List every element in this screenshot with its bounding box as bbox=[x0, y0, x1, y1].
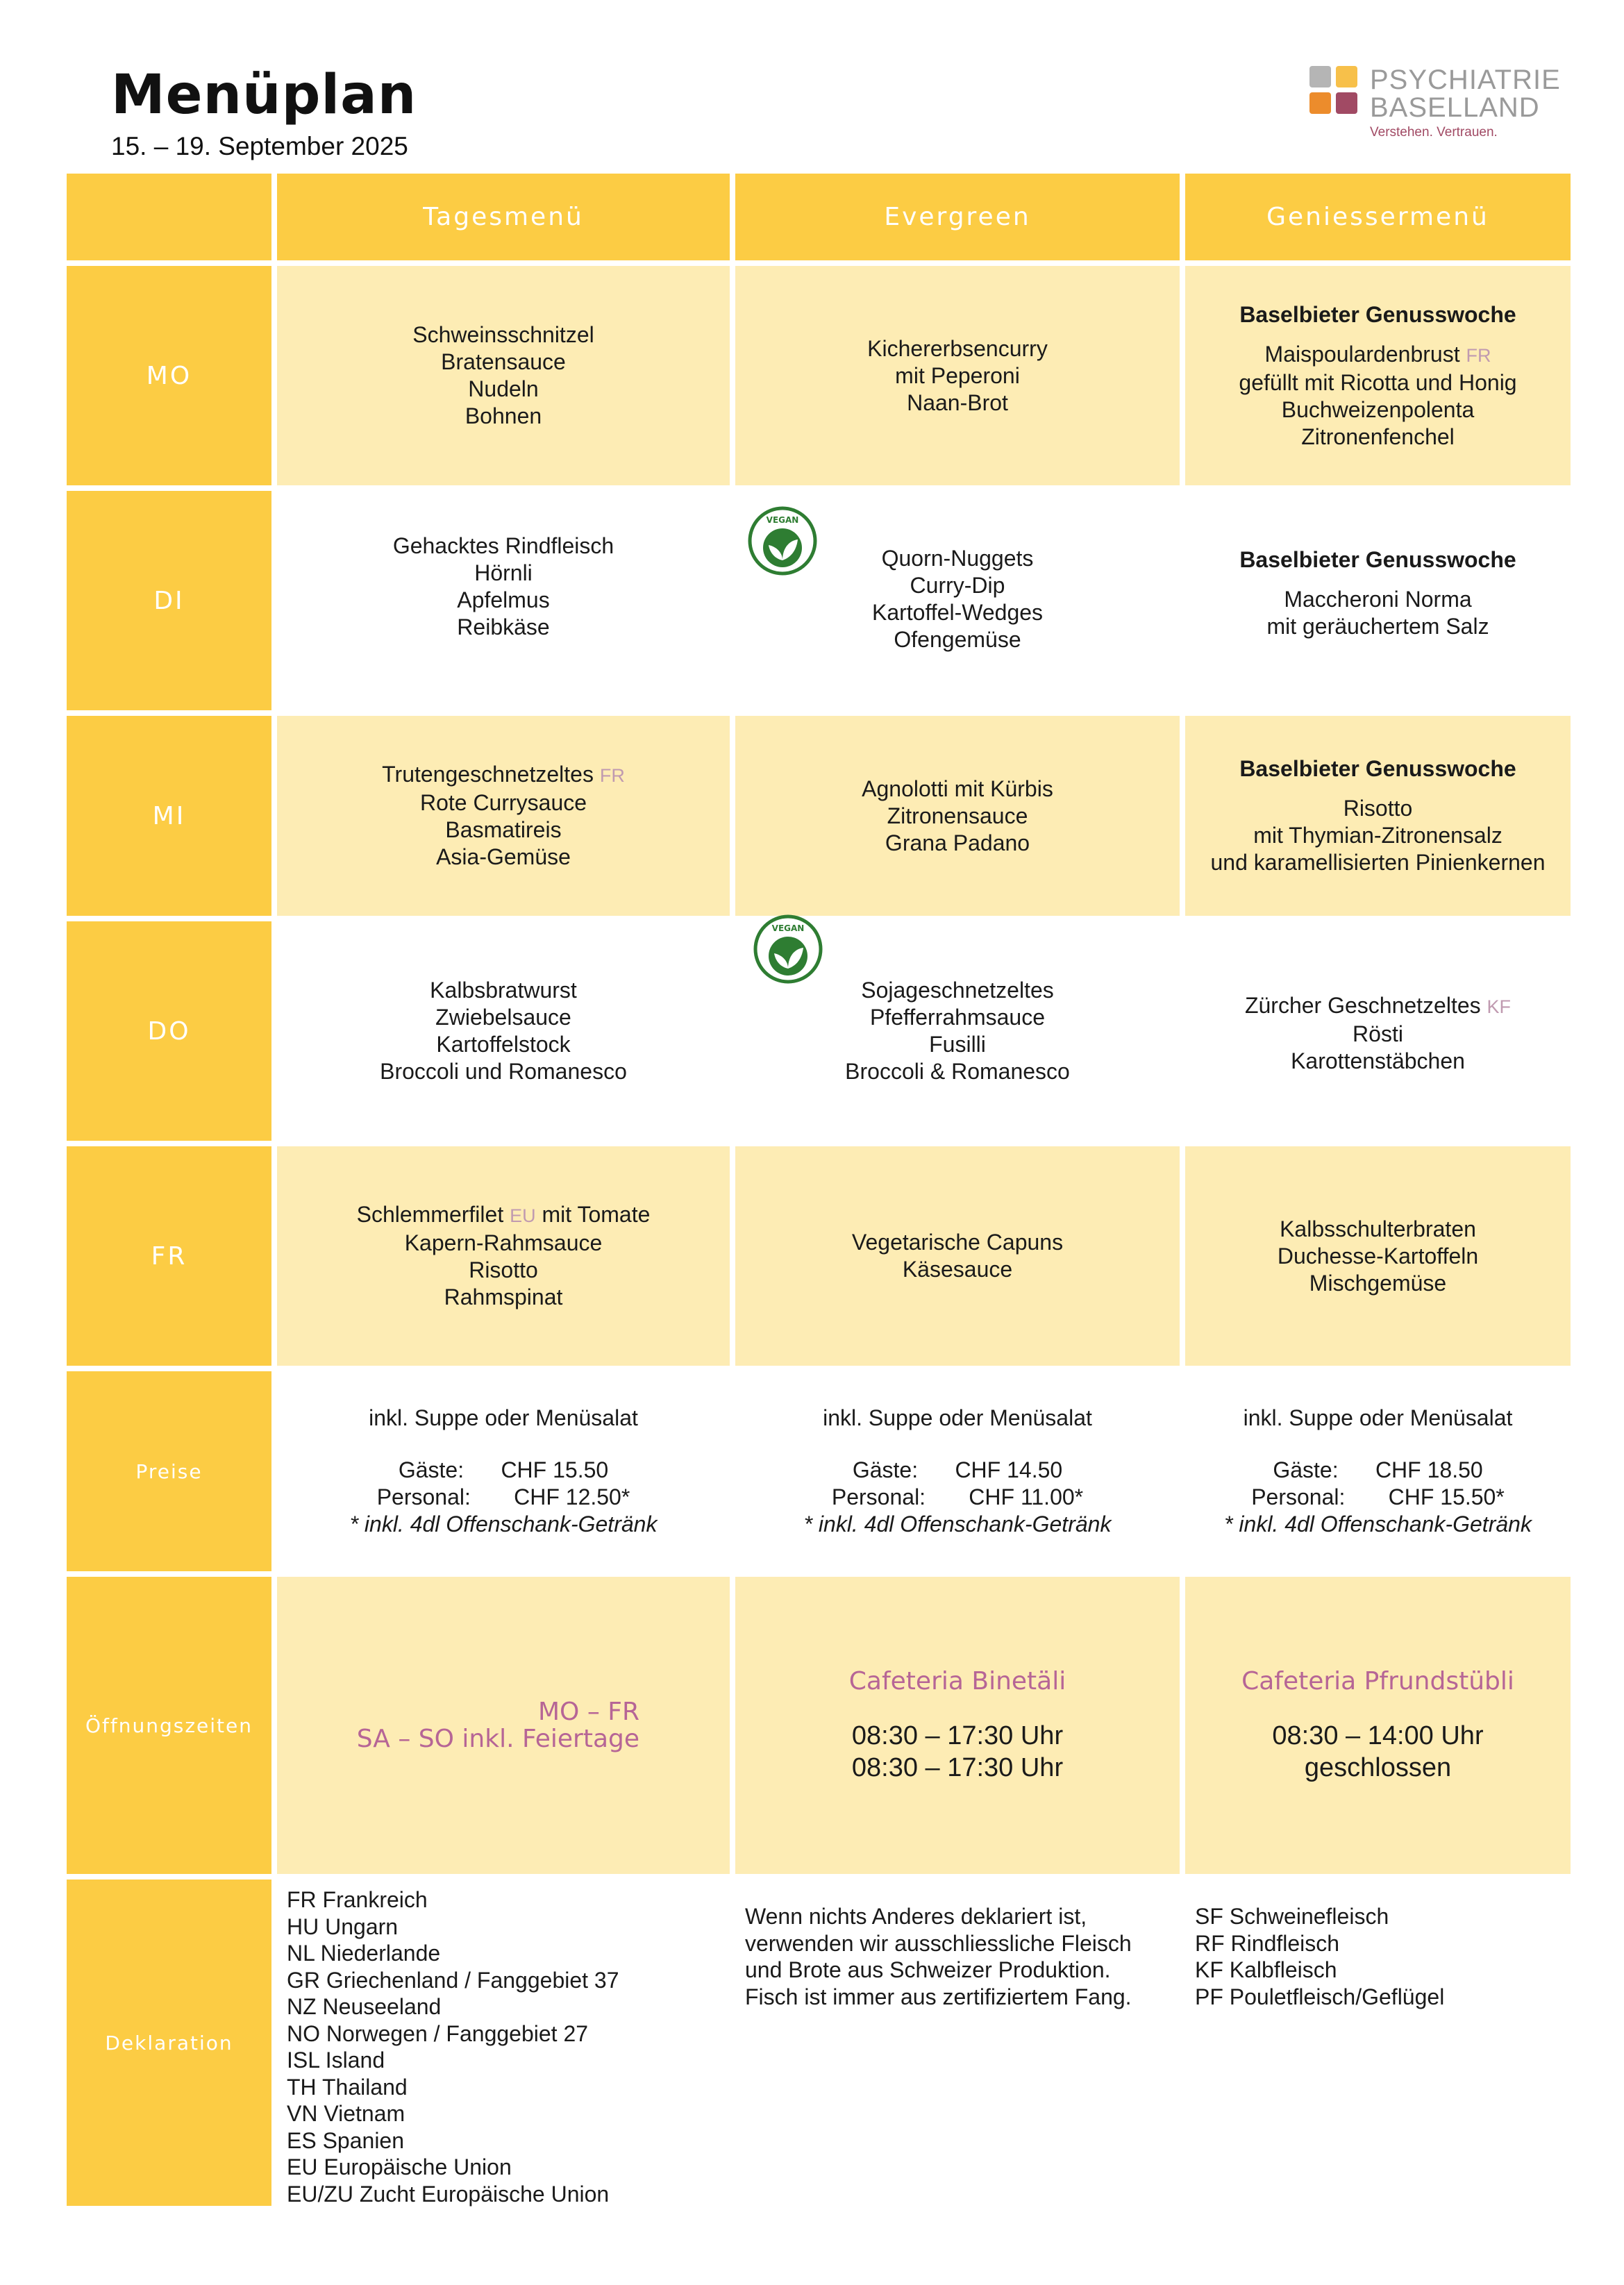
menu-line: Kichererbsencurry bbox=[867, 335, 1048, 361]
menu-line: Nudeln bbox=[468, 376, 539, 401]
menu-line: Kartoffel-Wedges bbox=[871, 600, 1044, 625]
menu-line: Bratensauce bbox=[441, 349, 566, 374]
menu-line: Basmatireis bbox=[445, 817, 562, 842]
origin-item: NO Norwegen / Fanggebiet 27 bbox=[287, 2020, 589, 2046]
menu-line: Asia-Gemüse bbox=[436, 844, 571, 869]
menu-line: Maccheroni Norma bbox=[1284, 587, 1472, 612]
menu-line: und karamellisierten Pinienkernen bbox=[1210, 850, 1546, 875]
svg-text:VEGAN: VEGAN bbox=[766, 515, 799, 525]
cafeteria-name: Cafeteria Pfrundstübli bbox=[1241, 1666, 1514, 1696]
price-guests: Gäste: CHF 14.50 bbox=[852, 1457, 1063, 1482]
origin-item: EU/ZU Zucht Europäische Union bbox=[287, 2181, 610, 2207]
menu-line: Risotto bbox=[1343, 796, 1413, 821]
price-tagesmenu bbox=[277, 1371, 730, 1571]
menu-line: Broccoli & Romanesco bbox=[845, 1059, 1070, 1084]
logo-line1: PSYCHIATRIE bbox=[1370, 65, 1561, 95]
menu-line: Grana Padano bbox=[885, 830, 1030, 855]
day-label-mo: MO bbox=[67, 266, 271, 485]
menu-line: Apfelmus bbox=[457, 587, 550, 612]
origin-item: ISL Island bbox=[287, 2048, 385, 2073]
menu-line: Pfefferrahmsauce bbox=[870, 1005, 1045, 1030]
menu-line: Reibkäse bbox=[457, 614, 550, 639]
menu-line: Curry-Dip bbox=[910, 573, 1005, 598]
origin-item: VN Vietnam bbox=[287, 2101, 405, 2126]
price-guests: Gäste: CHF 18.50 bbox=[1273, 1457, 1483, 1482]
origin-item: NZ Neuseeland bbox=[287, 1994, 442, 2019]
menu-line: Karottenstäbchen bbox=[1291, 1048, 1465, 1073]
page-title: Menüplan bbox=[111, 64, 417, 126]
opening-hours-weekend: 08:30 – 17:30 Uhr bbox=[851, 1752, 1064, 1782]
origin-item: ES Spanien bbox=[287, 2127, 405, 2153]
meat-item: PF Pouletfleisch/Geflügel bbox=[1195, 1984, 1445, 2009]
mo-tagesmenu bbox=[277, 266, 730, 485]
menu-line: Mischgemüse bbox=[1309, 1270, 1447, 1296]
origin-code: EU bbox=[510, 1205, 536, 1226]
menu-line: Quorn-Nuggets bbox=[881, 546, 1034, 571]
day-label-mi: MI bbox=[67, 716, 271, 916]
opening-weekday-label: MO – FR bbox=[537, 1698, 639, 1726]
svg-text:VEGAN: VEGAN bbox=[771, 923, 805, 933]
opening-hours-weekend: geschlossen bbox=[1304, 1752, 1452, 1782]
mo-geniessermenu bbox=[1185, 266, 1571, 485]
date-range: 15. – 19. September 2025 bbox=[111, 132, 408, 160]
price-incl: inkl. Suppe oder Menüsalat bbox=[369, 1405, 638, 1430]
menu-line: Vegetarische Capuns bbox=[851, 1230, 1064, 1255]
declaration-meats bbox=[1185, 1880, 1571, 2206]
menu-line: Fusilli bbox=[929, 1032, 986, 1057]
di-geniessermenu bbox=[1185, 491, 1571, 710]
menu-line: Risotto bbox=[469, 1257, 538, 1282]
menu-line: Duchesse-Kartoffeln bbox=[1277, 1243, 1479, 1269]
note-line: und Brote aus Schweizer Produktion. bbox=[745, 1957, 1111, 1982]
origin-item: HU Ungarn bbox=[287, 1914, 399, 1939]
price-note: * inkl. 4dl Offenschank-Getränk bbox=[803, 1512, 1112, 1537]
fr-tagesmenu bbox=[277, 1146, 730, 1366]
menu-line: Agnolotti mit Kürbis bbox=[862, 776, 1053, 801]
menu-line: Zitronensauce bbox=[887, 803, 1028, 828]
price-evergreen bbox=[735, 1371, 1180, 1571]
origin-item: NL Niederlande bbox=[287, 1941, 441, 1966]
origin-item: EU Europäische Union bbox=[287, 2154, 512, 2179]
origin-item: TH Thailand bbox=[287, 2074, 408, 2100]
menu-line: Bohnen bbox=[464, 403, 542, 428]
note-line: Wenn nichts Anderes deklariert ist, bbox=[745, 1904, 1087, 1929]
menu-line: Rote Currysauce bbox=[419, 790, 587, 815]
menu-line: Kapern-Rahmsauce bbox=[404, 1230, 603, 1255]
menu-line: mit Peperoni bbox=[895, 362, 1020, 388]
menu-line: Ofengemüse bbox=[894, 627, 1021, 652]
logo-square-berry bbox=[1336, 92, 1357, 114]
row-label-deklaration: Deklaration bbox=[67, 1880, 271, 2206]
logo-square-grey-1 bbox=[1309, 66, 1331, 87]
logo-tagline: Verstehen. Vertrauen. bbox=[1370, 125, 1498, 140]
row-label-oeffnungszeiten: Öffnungszeiten bbox=[67, 1577, 271, 1874]
price-note: * inkl. 4dl Offenschank-Getränk bbox=[1224, 1512, 1532, 1537]
price-staff: Personal: CHF 11.00* bbox=[831, 1484, 1084, 1509]
cafeteria-name: Cafeteria Binetäli bbox=[848, 1666, 1066, 1696]
day-label-fr: FR bbox=[67, 1146, 271, 1366]
day-label-do: DO bbox=[67, 921, 271, 1141]
menu-line: Buchweizenpolenta bbox=[1281, 396, 1475, 422]
price-incl: inkl. Suppe oder Menüsalat bbox=[1243, 1405, 1513, 1430]
price-geniessermenu bbox=[1185, 1371, 1571, 1571]
di-tagesmenu bbox=[277, 491, 730, 710]
menu-line: Broccoli und Romanesco bbox=[380, 1059, 627, 1084]
price-staff: Personal: CHF 15.50* bbox=[1251, 1484, 1505, 1509]
logo-square-orange bbox=[1309, 92, 1331, 114]
meat-item: SF Schweinefleisch bbox=[1195, 1904, 1389, 1929]
note-line: Fisch ist immer aus zertifiziertem Fang. bbox=[745, 1984, 1132, 2009]
menu-line: Zitronenfenchel bbox=[1301, 424, 1455, 449]
column-header-evergreen: Evergreen bbox=[735, 174, 1180, 260]
menu-line: Naan-Brot bbox=[907, 390, 1008, 415]
menu-line: gefüllt mit Ricotta und Honig bbox=[1239, 369, 1517, 395]
declaration-note bbox=[735, 1880, 1180, 2206]
menu-heading: Baselbieter Genusswoche bbox=[1239, 301, 1516, 327]
di-evergreen bbox=[735, 491, 1180, 710]
opening-binetaeli bbox=[735, 1577, 1180, 1874]
menu-line: Kalbsschulterbraten bbox=[1280, 1216, 1476, 1241]
menu-line: mit geräuchertem Salz bbox=[1266, 614, 1489, 639]
menu-line: Zwiebelsauce bbox=[435, 1005, 571, 1030]
mo-evergreen bbox=[735, 266, 1180, 485]
fr-evergreen bbox=[735, 1146, 1180, 1366]
note-line: verwenden wir ausschliessliche Fleisch bbox=[745, 1930, 1132, 1956]
meat-item: KF Kalbfleisch bbox=[1195, 1957, 1337, 1982]
menu-line: Schweinsschnitzel bbox=[412, 322, 594, 347]
price-staff: Personal: CHF 12.50* bbox=[376, 1484, 630, 1509]
opening-pfrundstuebli bbox=[1185, 1577, 1571, 1874]
logo bbox=[1309, 66, 1559, 142]
menu-line: Gehacktes Rindfleisch bbox=[392, 533, 614, 558]
menu-heading: Baselbieter Genusswoche bbox=[1239, 547, 1516, 572]
mi-evergreen bbox=[735, 716, 1180, 916]
origin-code: FR bbox=[1466, 344, 1491, 366]
mi-tagesmenu bbox=[277, 716, 730, 916]
menu-line: Käsesauce bbox=[902, 1257, 1013, 1282]
logo-square-yellow bbox=[1336, 66, 1357, 87]
origin-code: KF bbox=[1487, 996, 1512, 1017]
meat-item: RF Rindfleisch bbox=[1195, 1930, 1340, 1956]
price-note: * inkl. 4dl Offenschank-Getränk bbox=[349, 1512, 658, 1537]
price-incl: inkl. Suppe oder Menüsalat bbox=[823, 1405, 1092, 1430]
origin-item: GR Griechenland / Fanggebiet 37 bbox=[287, 1967, 619, 1993]
menu-line: Hörnli bbox=[474, 560, 533, 585]
menu-line: Rahmspinat bbox=[444, 1284, 563, 1309]
vegan-badge-icon bbox=[753, 914, 823, 984]
menu-line: Zürcher Geschnetzeltes KF bbox=[1244, 993, 1512, 1018]
vegan-badge-icon bbox=[748, 506, 817, 576]
fr-geniessermenu bbox=[1185, 1146, 1571, 1366]
origin-item: FR Frankreich bbox=[287, 1887, 428, 1912]
do-tagesmenu bbox=[277, 921, 730, 1141]
menu-line: Rösti bbox=[1353, 1021, 1403, 1046]
menu-table bbox=[67, 174, 1571, 2206]
price-guests: Gäste: CHF 15.50 bbox=[398, 1457, 609, 1482]
menu-line: mit Thymian-Zitronensalz bbox=[1253, 823, 1502, 848]
menu-heading: Baselbieter Genusswoche bbox=[1239, 756, 1516, 781]
do-evergreen bbox=[735, 921, 1180, 1141]
day-label-di: DI bbox=[67, 491, 271, 710]
origin-code: FR bbox=[599, 765, 625, 786]
menu-line: Trutengeschnetzeltes FR bbox=[382, 762, 625, 787]
declaration-origins bbox=[277, 1880, 730, 2206]
mi-geniessermenu bbox=[1185, 716, 1571, 916]
corner-cell bbox=[67, 174, 271, 260]
column-header-geniessermenu: Geniessermenü bbox=[1185, 174, 1571, 260]
menu-line: Maispoulardenbrust FR bbox=[1264, 341, 1491, 367]
opening-weekend-label: SA – SO inkl. Feiertage bbox=[356, 1725, 639, 1753]
menu-line: Kalbsbratwurst bbox=[430, 978, 577, 1003]
menu-line: Kartoffelstock bbox=[436, 1032, 571, 1057]
logo-line2: BASELLAND bbox=[1370, 92, 1540, 123]
menu-line: Sojageschnetzeltes bbox=[861, 978, 1054, 1003]
do-geniessermenu bbox=[1185, 921, 1571, 1141]
row-label-preise: Preise bbox=[67, 1371, 271, 1571]
column-header-tagesmenu: Tagesmenü bbox=[277, 174, 730, 260]
opening-hours-weekday: 08:30 – 17:30 Uhr bbox=[851, 1721, 1064, 1750]
opening-hours-weekday: 08:30 – 14:00 Uhr bbox=[1272, 1721, 1484, 1750]
menu-line: Schlemmerfilet EU mit Tomate bbox=[356, 1202, 651, 1227]
opening-days bbox=[277, 1577, 730, 1874]
